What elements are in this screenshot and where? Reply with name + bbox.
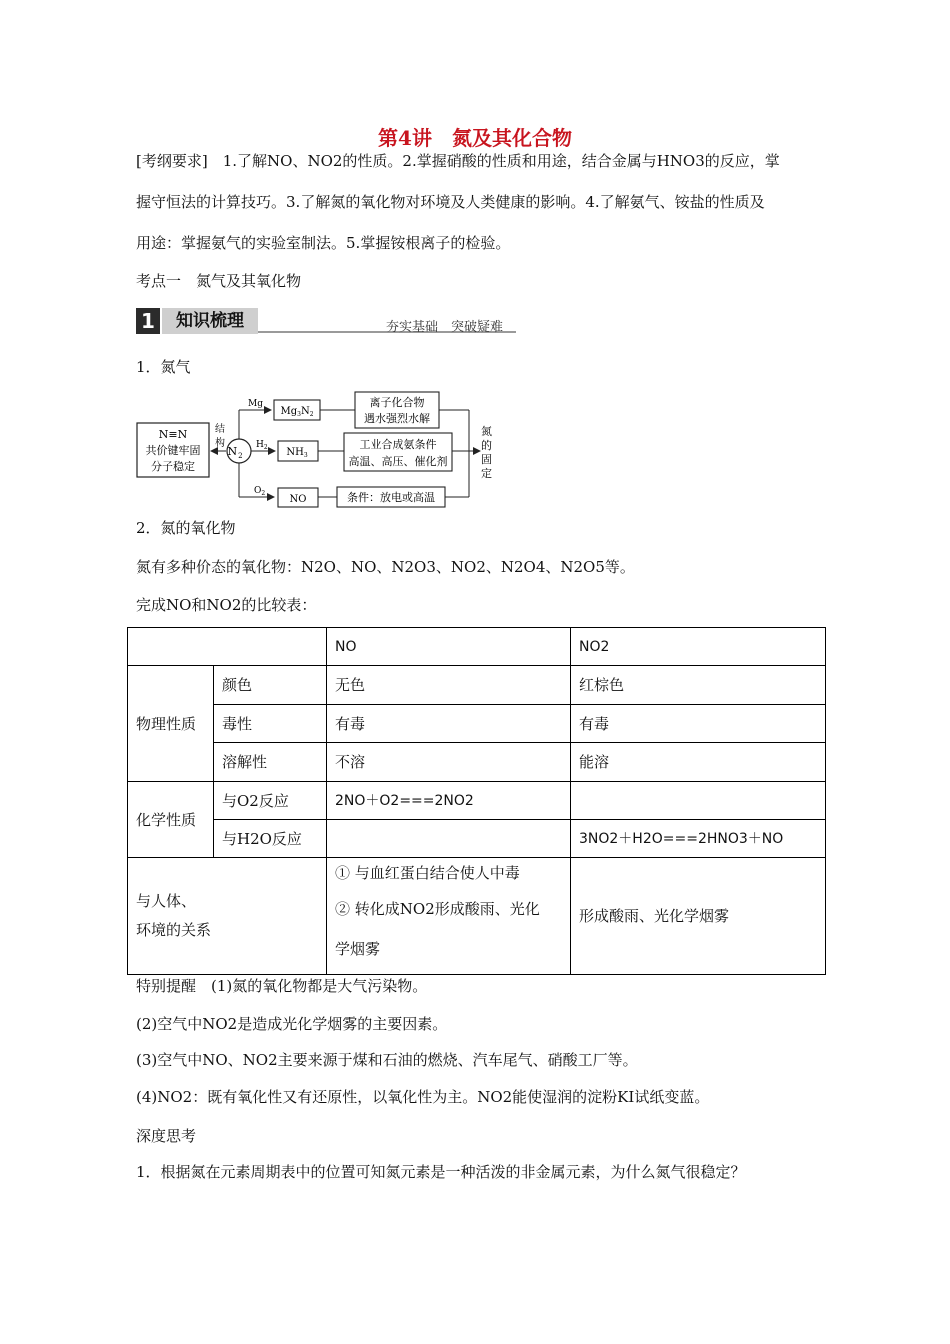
nh3-label: $NH_3$	[286, 447, 308, 459]
question-1: 1．根据氮在元素周期表中的位置可知氮元素是一种活泼的非金属元素，为什么氮气很稳定？	[136, 1163, 746, 1181]
relation-no: ① 与血红蛋白结合使人中毒 ② 转化成NO2形成酸雨、光化 学烟雾	[327, 858, 571, 974]
fixation-label-1: 氮	[481, 425, 492, 438]
prop-h2o-reaction: 与H2O反应	[214, 820, 327, 858]
nh3-note-2: 高温、高压、催化剂	[348, 455, 448, 468]
banner-subtitle: 夯实基础 突破疑难	[386, 320, 504, 335]
no-solubility: 不溶	[327, 743, 571, 782]
syllabus-line-1: [考纲要求] 1.了解NO、NO2的性质。2.掌握硝酸的性质和用途，结合金属与HNO3的反应，掌	[136, 152, 780, 170]
chemical-group-label: 化学性质	[128, 782, 214, 858]
topic-heading: 考点一 氮气及其氧化物	[136, 272, 302, 290]
header-no2: NO2	[571, 628, 825, 666]
prop-toxicity: 毒性	[214, 705, 327, 743]
reagent-o2: $O_2$	[254, 486, 266, 497]
fixation-label-2: 的	[481, 439, 492, 452]
no2-o2-reaction	[571, 782, 825, 820]
structure-label-1: 结	[215, 424, 225, 435]
structure-line-3: 分子稳定	[151, 460, 195, 473]
no-o2-reaction: 2NO＋O2===2NO2	[327, 782, 571, 820]
page-title: 第4讲 氮及其化合物	[378, 126, 572, 150]
n2-label: $N_2$	[227, 445, 243, 460]
oxides-line: 氮有多种价态的氧化物：N2O、NO、N2O3、NO2、N2O4、N2O5等。	[136, 558, 635, 576]
physical-group-label: 物理性质	[128, 666, 214, 782]
note-1: 特别提醒 (1)氮的氧化物都是大气污染物。	[136, 977, 428, 995]
reagent-h2: $H_2$	[256, 440, 268, 451]
prop-solubility: 溶解性	[214, 743, 327, 782]
note-4: (4)NO2：既有氧化性又有还原性，以氧化性为主。NO2能使湿润的淀粉KI试纸变蓝。	[136, 1088, 710, 1106]
header-no: NO	[327, 628, 571, 666]
note-3: (3)空气中NO、NO2主要来源于煤和石油的燃烧、汽车尾气、硝酸工厂等。	[136, 1051, 638, 1069]
reagent-mg: Mg	[248, 399, 263, 409]
compare-intro: 完成NO和NO2的比较表：	[136, 596, 317, 614]
mg3n2-note-1: 离子化合物	[369, 396, 425, 409]
comparison-table	[127, 627, 826, 975]
relation-no2: 形成酸雨、光化学烟雾	[579, 907, 730, 925]
syllabus-line-2: 握守恒法的计算技巧。3.了解氮的氧化物对环境及人类健康的影响。4.了解氨气、铵盐的性质及	[136, 193, 765, 211]
no-color: 无色	[327, 666, 571, 705]
syllabus-line-3: 用途：掌握氨气的实验室制法。5.掌握铵根离子的检验。	[136, 234, 511, 252]
nitrogen-diagram	[130, 385, 510, 510]
no-label: NO	[289, 494, 307, 505]
no-note-1: 条件：放电或高温	[347, 491, 435, 504]
nh3-note-1: 工业合成氨条件	[359, 438, 437, 451]
section-1-heading: 1．氮气	[136, 358, 191, 376]
mg3n2-note-2: 遇水强烈水解	[364, 412, 430, 425]
banner-number: 1	[136, 308, 160, 334]
fixation-label-3: 固	[481, 453, 492, 466]
structure-label-2: 构	[215, 438, 225, 449]
no2-toxicity: 有毒	[571, 705, 825, 743]
prop-color: 颜色	[214, 666, 327, 705]
no-h2o-reaction	[327, 820, 571, 858]
no-toxicity: 有毒	[327, 705, 571, 743]
no2-solubility: 能溶	[571, 743, 825, 782]
note-2: (2)空气中NO2是造成光化学烟雾的主要因素。	[136, 1015, 448, 1033]
prop-o2-reaction: 与O2反应	[214, 782, 327, 820]
structure-line-1: N≡N	[158, 428, 188, 441]
fixation-label-4: 定	[481, 467, 492, 480]
header-empty-cell	[128, 628, 327, 666]
no2-color: 红棕色	[571, 666, 825, 705]
structure-line-2: 共价键牢固	[145, 444, 201, 457]
banner-title: 知识梳理	[162, 308, 258, 334]
relation-label: 与人体、 环境的关系	[128, 858, 327, 974]
no2-h2o-reaction: 3NO2＋H2O===2HNO3＋NO	[571, 820, 825, 858]
mg3n2-label: $Mg_3N_2$	[280, 406, 314, 418]
section-2-heading: 2．氮的氧化物	[136, 519, 236, 537]
deep-thinking-heading: 深度思考	[136, 1127, 197, 1145]
